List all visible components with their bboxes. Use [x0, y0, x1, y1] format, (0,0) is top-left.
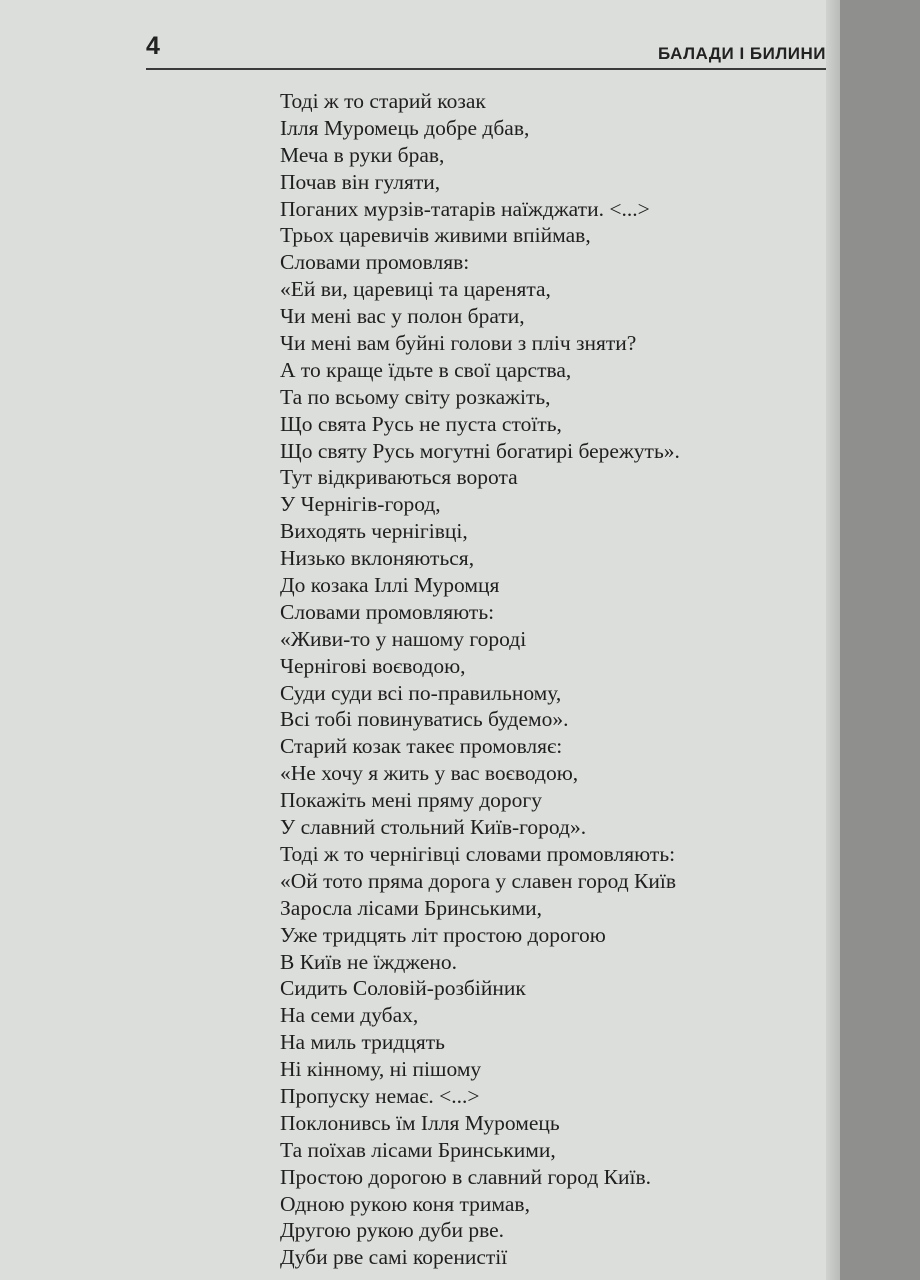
verse-line: Пропуску немає. <...>: [280, 1083, 480, 1108]
verse-line: На семи дубах,: [280, 1003, 419, 1028]
verse-line: Та по всьому світу розкажіть,: [280, 384, 551, 409]
verse-line: Меча в руки брав,: [280, 142, 445, 167]
verse-line: «Живи-то у нашому городі: [280, 626, 527, 651]
verse-line: Заросла лісами Бринськими,: [280, 895, 542, 920]
verse-line: У Чернігів-город,: [280, 492, 441, 517]
page-number: 4: [146, 32, 160, 60]
verse-line: Що святу Русь могутні богатирі бережуть».: [280, 438, 680, 463]
verse-line: В Київ не їжджено.: [280, 949, 457, 974]
verse-line: Чернігові воєводою,: [280, 653, 466, 678]
verse-line: Простою дорогою в славний город Київ.: [280, 1164, 652, 1189]
verse-line: Уже тридцять літ простою дорогою: [280, 922, 606, 947]
page-edge: [826, 0, 840, 1280]
verse-line: Почав він гуляти,: [280, 169, 441, 194]
verse-line: Поклонивсь їм Ілля Муромець: [280, 1110, 560, 1135]
verse-line: Другою рукою дуби рве.: [280, 1218, 505, 1243]
verse-line: Та поїхав лісами Бринськими,: [280, 1137, 556, 1162]
verse-line: Суди суди всі по-правильному,: [280, 680, 562, 705]
verse-line: Ілля Муромець добре дбав,: [280, 115, 530, 140]
ballad-text: [280, 88, 680, 1271]
verse-line: Всі тобі повинуватись будемо».: [280, 707, 569, 732]
verse-line: На миль тридцять: [280, 1030, 445, 1055]
verse-line: Тоді ж то чернігівці словами промовляють:: [280, 841, 676, 866]
verse-line: «Не хочу я жить у вас воєводою,: [280, 761, 579, 786]
running-header: [146, 30, 826, 70]
verse-line: Словами промовляють:: [280, 599, 495, 624]
scan-background: [840, 0, 920, 1280]
verse-line: Чи мені вас у полон брати,: [280, 304, 525, 329]
verse-line: Виходять чернігівці,: [280, 519, 468, 544]
verse-line: Чи мені вам буйні голови з пліч зняти?: [280, 331, 637, 356]
verse-line: Одною рукою коня тримав,: [280, 1191, 530, 1216]
verse-line: Дуби рве самі коренистії: [280, 1245, 508, 1270]
verse-line: Сидить Соловій-розбійник: [280, 976, 526, 1001]
verse-line: Тут відкриваються ворота: [280, 465, 518, 490]
verse-line: Старий козак такеє промовляє:: [280, 734, 563, 759]
verse-line: А то краще їдьте в свої царства,: [280, 357, 572, 382]
verse-line: Що свята Русь не пуста стоїть,: [280, 411, 562, 436]
verse-line: «Ей ви, царевиці та царенята,: [280, 277, 551, 302]
verse-line: «Ой тото пряма дорога у славен город Київ: [280, 868, 677, 893]
verse-line: Тоді ж то старий козак: [280, 89, 486, 113]
verse-line: Ні кінному, ні пішому: [280, 1057, 482, 1082]
verse-line: Трьох царевичів живими впіймав,: [280, 223, 591, 248]
section-title: БАЛАДИ І БИЛИНИ: [658, 44, 826, 63]
verse-line: Словами промовляв:: [280, 250, 470, 275]
verse-line: У славний стольний Київ-город».: [280, 815, 587, 840]
verse-line: До козака Іллі Муромця: [280, 573, 500, 598]
verse-line: Низько вклоняються,: [280, 546, 475, 571]
verse-line: Поганих мурзів-татарів наїжджати. <...>: [280, 196, 650, 221]
verse-line: Покажіть мені пряму дорогу: [280, 788, 542, 813]
